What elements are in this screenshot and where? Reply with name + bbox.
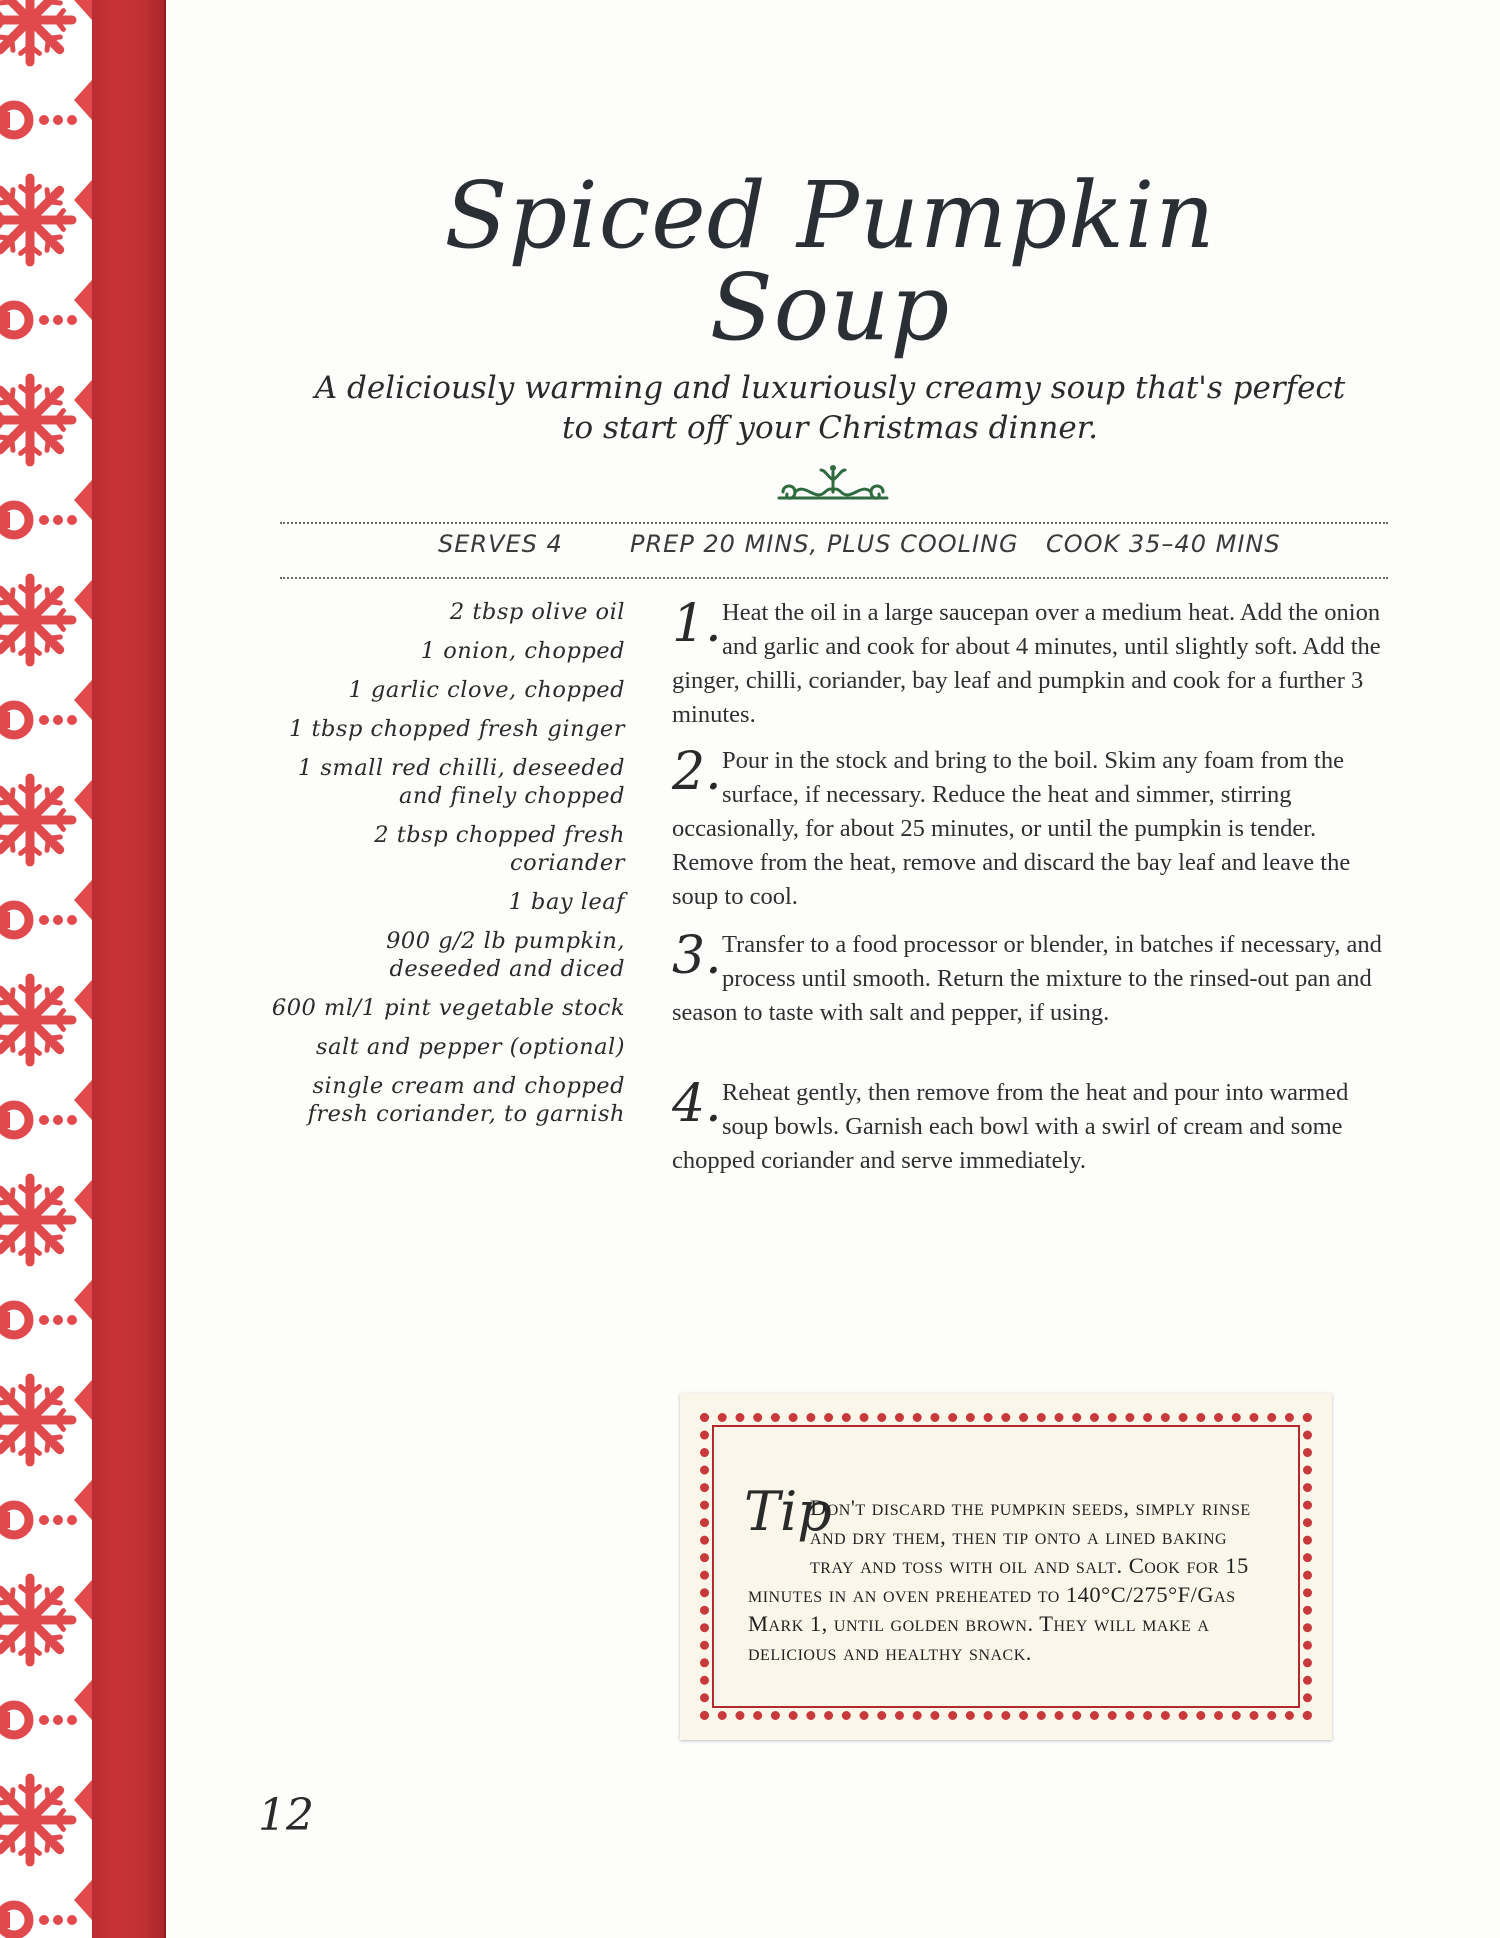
tip-text bbox=[748, 1493, 1268, 1667]
ingredient-item: 2 tbsp olive oil bbox=[449, 599, 625, 625]
tip-label: Tip bbox=[744, 1480, 832, 1543]
tip-box bbox=[680, 1393, 1332, 1740]
step-number: 4. bbox=[672, 1074, 722, 1134]
step-text: Transfer to a food processor or blender, in batches if necessary, and process until smooth. Return the mixture to the rinsed-out pan and season to taste with salt and pepper, if using. bbox=[672, 931, 1382, 1026]
prep-time-label: PREP 20 MINS, PLUS COOLING bbox=[630, 530, 1019, 558]
flourish-ornament-icon bbox=[775, 462, 891, 506]
step-text: Reheat gently, then remove from the heat and pour into warmed soup bowls. Garnish each bowl with a swirl of cream and some chopped coriander and serve immediately. bbox=[672, 1079, 1349, 1174]
ingredient-item: 900 g/2 lb pumpkin, deseeded and diced bbox=[386, 928, 625, 982]
step-text: Pour in the stock and bring to the boil. Skim any foam from the surface, if necessary. Reduce the heat and simmer, stirring occasionally, for about 25 minutes, or until the pumpkin is tender. Remove from the heat, remove and discard the bay leaf and leave the soup to cool. bbox=[672, 747, 1351, 910]
serves-label: SERVES 4 bbox=[438, 530, 563, 558]
ingredient-item: 1 onion, chopped bbox=[420, 638, 625, 664]
method-step-3 bbox=[672, 928, 1390, 1030]
divider-top bbox=[280, 522, 1388, 524]
tip-body: Don't discard the pumpkin seeds, simply rinse and dry them, then tip onto a lined baking tray and toss with oil and salt. Cook for 15 minutes in an oven preheated to 140°C/275°F/Gas Mark 1, until golden brown. They will make a delicious and healthy snack. bbox=[748, 1495, 1251, 1665]
method-step-4 bbox=[672, 1076, 1390, 1178]
ingredient-item: 2 tbsp chopped fresh coriander bbox=[374, 822, 625, 876]
method-step-1 bbox=[672, 596, 1390, 732]
step-number: 3. bbox=[672, 926, 722, 986]
page-number: 12 bbox=[258, 1790, 314, 1841]
method-step-2 bbox=[672, 744, 1390, 914]
ingredient-item: salt and pepper (optional) bbox=[316, 1034, 625, 1060]
recipe-intro: A deliciously warming and luxuriously creamy soup that's perfect to start off your Christmas dinner. bbox=[314, 370, 1346, 446]
page-title: Spiced Pumpkin Soup bbox=[444, 162, 1216, 361]
step-number: 1. bbox=[672, 594, 722, 654]
cook-time-label: COOK 35–40 MINS bbox=[1046, 530, 1281, 558]
step-text: Heat the oil in a large saucepan over a medium heat. Add the onion and garlic and cook for about 4 minutes, until slightly soft. Add the ginger, chilli, coriander, bay leaf and pumpkin and cook for a further 3 minutes. bbox=[672, 599, 1381, 728]
ingredient-item: 1 small red chilli, deseeded and finely chopped bbox=[297, 755, 625, 809]
snowflake-pattern-icon bbox=[0, 0, 92, 1938]
red-ribbon-band bbox=[92, 0, 166, 1938]
step-number: 2. bbox=[672, 742, 722, 802]
snowflake-pattern-border bbox=[0, 0, 92, 1938]
ingredients-list bbox=[270, 598, 625, 1139]
ingredient-item: 1 tbsp chopped fresh ginger bbox=[289, 716, 625, 742]
ingredient-item: 600 ml/1 pint vegetable stock bbox=[271, 995, 625, 1021]
divider-bottom bbox=[280, 577, 1388, 579]
ingredient-item: single cream and chopped fresh coriander, to garnish bbox=[307, 1073, 625, 1127]
ingredient-item: 1 garlic clove, chopped bbox=[348, 677, 625, 703]
ingredient-item: 1 bay leaf bbox=[508, 889, 625, 915]
